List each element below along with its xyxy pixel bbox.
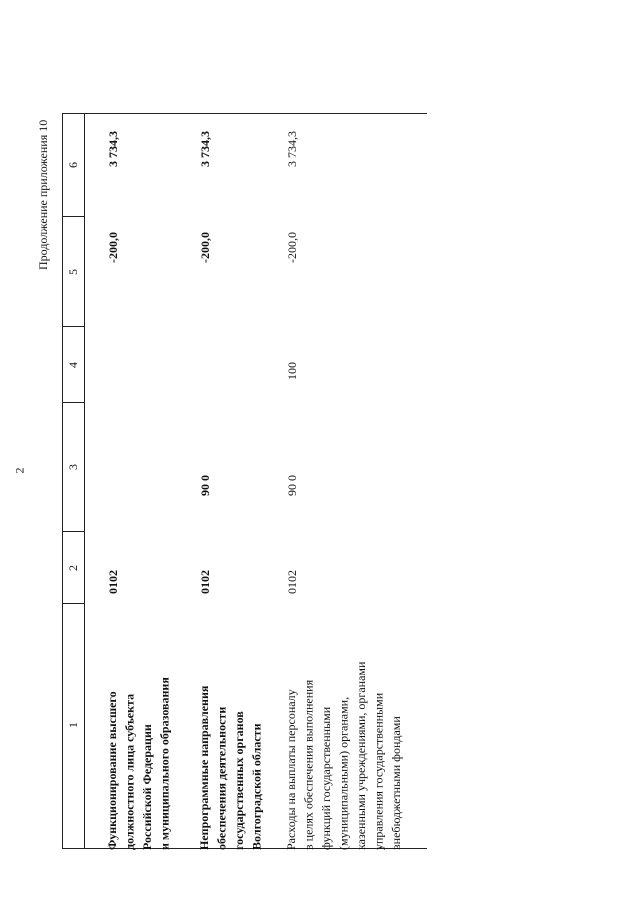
row-change-value: -200,0 [285, 232, 299, 263]
row-total-value: 3 734,3 [285, 131, 299, 167]
column-header-6: 6 [66, 162, 80, 168]
col-sep-5-6 [62, 216, 84, 217]
row-target-code: 90 0 [198, 475, 212, 496]
column-header-3: 3 [66, 464, 80, 470]
col-sep-1-2 [62, 603, 84, 604]
col-sep-6-end [62, 113, 427, 114]
row-name: Функционирование высшего должностного лица субъекта Российской Федерации и муниципального образования [105, 677, 172, 850]
row-name: Непрограммные направления обеспечения деятельности государственных органов Волгоградской области [197, 685, 264, 850]
row-name: Расходы на выплаты персоналу в целях обеспечения выполнения функций государственными (муниципальными) органами, казенными учреждениями, органами управления государственными внебюджетными фондами [284, 661, 403, 850]
table-border-top [62, 113, 63, 849]
col-sep-4-5 [62, 326, 84, 327]
col-sep-2-3 [62, 531, 84, 532]
row-change-value: -200,0 [106, 232, 120, 263]
row-section-code: 0102 [198, 570, 212, 594]
row-section-code: 0102 [285, 570, 299, 594]
page-number: 2 [12, 467, 27, 474]
row-expense-type: 100 [285, 362, 299, 380]
column-header-2: 2 [66, 565, 80, 571]
column-header-1: 1 [66, 722, 80, 728]
row-change-value: -200,0 [198, 232, 212, 263]
col-sep-3-4 [62, 402, 84, 403]
row-target-code: 90 0 [285, 475, 299, 496]
row-total-value: 3 734,3 [106, 131, 120, 167]
row-total-value: 3 734,3 [198, 131, 212, 167]
continuation-note: Продолжение приложения 10 [36, 119, 50, 270]
row-section-code: 0102 [106, 570, 120, 594]
column-header-4: 4 [66, 362, 80, 368]
table-header-separator [84, 113, 85, 849]
column-header-5: 5 [66, 269, 80, 275]
